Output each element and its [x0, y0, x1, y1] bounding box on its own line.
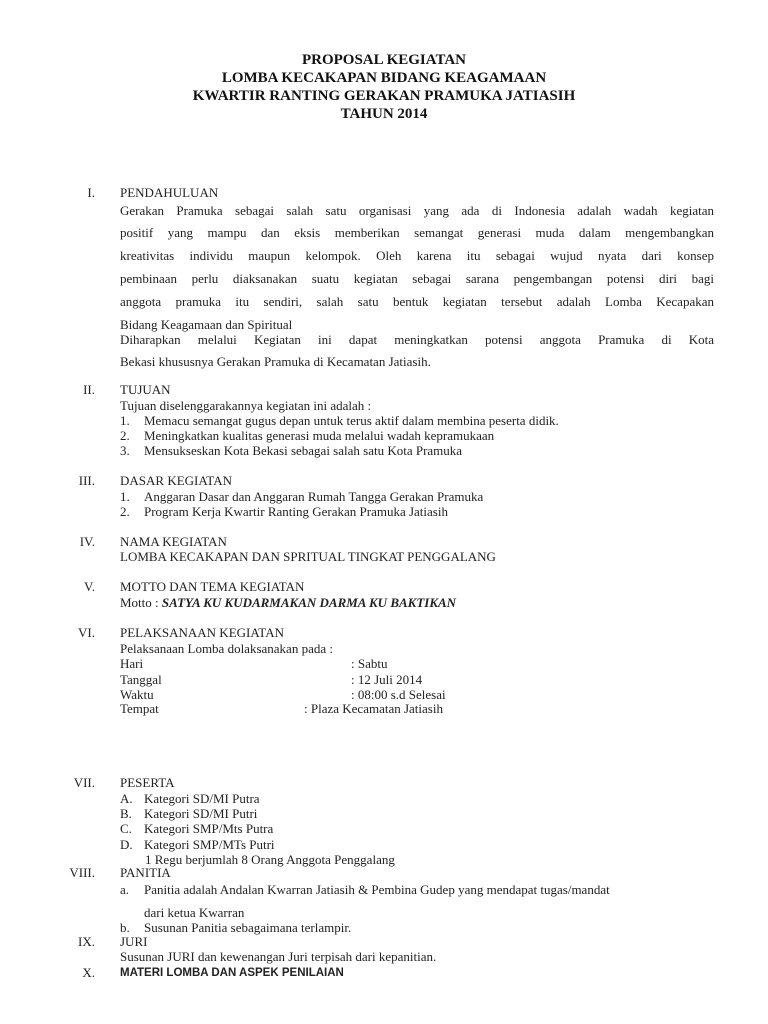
section-heading: PELAKSANAAN KEGIATAN: [120, 625, 284, 640]
section-number: VIII.: [69, 865, 95, 880]
section-heading: MOTTO DAN TEMA KEGIATAN: [120, 579, 305, 594]
paragraph-line: Diharapkan melalui Kegiatan ini dapat meningkatkan potensi anggota Pramuka di Kota: [120, 332, 714, 347]
list-number: D.: [120, 837, 133, 852]
section-number: I.: [87, 185, 95, 200]
section-text: Susunan JURI dan kewenangan Juri terpisah dari kepanitian.: [120, 949, 437, 964]
section-heading: PESERTA: [120, 775, 175, 790]
section-number: II.: [83, 382, 95, 397]
list-number: 2.: [120, 428, 130, 443]
section-number: III.: [78, 473, 95, 488]
section-intro: Tujuan diselenggarakannya kegiatan ini adalah :: [120, 398, 372, 413]
list-item: [120, 920, 351, 936]
schedule-label: Waktu: [120, 687, 154, 702]
list-text: Mensukseskan Kota Bekasi sebagai salah satu Kota Pramuka: [144, 443, 463, 458]
section-heading: NAMA KEGIATAN: [120, 534, 227, 549]
list-text-continued: dari ketua Kwarran: [144, 905, 245, 920]
list-text: Kategori SD/MI Putri: [144, 806, 258, 821]
schedule-label: Tanggal: [120, 672, 162, 687]
section-intro: Pelaksanaan Lomba dolaksanakan pada :: [120, 641, 333, 656]
section-heading: PANITIA: [120, 865, 171, 880]
list-item: [120, 806, 257, 822]
list-item: [120, 791, 260, 807]
list-number: A.: [120, 791, 133, 806]
section-number: IV.: [79, 534, 95, 549]
list-item: [120, 428, 494, 444]
list-number: a.: [120, 882, 130, 897]
section-number: IX.: [78, 934, 95, 949]
motto-text: SATYA KU KUDARMAKAN DARMA KU BAKTIKAN: [161, 595, 457, 610]
list-item: [120, 489, 483, 505]
paragraph-line: Bekasi khususnya Gerakan Pramuka di Kecamatan Jatiasih.: [120, 354, 431, 369]
schedule-value: : Plaza Kecamatan Jatiasih: [304, 701, 443, 716]
section-number: X.: [82, 965, 95, 980]
list-text: Program Kerja Kwartir Ranting Gerakan Pramuka Jatiasih: [144, 504, 448, 519]
activity-name: LOMBA KECAKAPAN DAN SPRITUAL TINGKAT PENGGALANG: [120, 549, 496, 564]
paragraph-line: pembinaan perlu diaksanakan suatu kegiatan sebagai sarana pengembangan potensi diri bagi: [120, 271, 714, 286]
list-text: Kategori SD/MI Putra: [144, 791, 260, 806]
paragraph-line: Gerakan Pramuka sebagai salah satu organisasi yang ada di Indonesia adalah wadah kegiatan: [120, 203, 714, 218]
schedule-label: Tempat: [120, 701, 159, 716]
doc-title: TAHUN 2014: [340, 106, 428, 122]
list-number: 1.: [120, 413, 130, 428]
list-text: Susunan Panitia sebagaimana terlampir.: [144, 920, 352, 935]
section-number: V.: [84, 579, 95, 594]
list-text: Kategori SMP/MTs Putri: [144, 837, 275, 852]
section-heading: DASAR KEGIATAN: [120, 473, 232, 488]
doc-title: LOMBA KECAKAPAN BIDANG KEAGAMAAN: [221, 70, 547, 86]
section-number: VII.: [73, 775, 95, 790]
list-number: B.: [120, 806, 132, 821]
doc-title: KWARTIR RANTING GERAKAN PRAMUKA JATIASIH: [192, 88, 576, 104]
paragraph-line: anggota pramuka itu sendiri, salah satu bentuk kegiatan tersebut adalah Lomba Kecapakan: [120, 294, 714, 309]
section-heading: PENDAHULUAN: [120, 185, 219, 200]
list-item: [120, 443, 462, 459]
list-text: Anggaran Dasar dan Anggaran Rumah Tangga Gerakan Pramuka: [144, 489, 484, 504]
motto-label: Motto :: [120, 595, 159, 610]
list-item: [120, 882, 610, 898]
list-number: 3.: [120, 443, 130, 458]
list-text: Kategori SMP/Mts Putra: [144, 821, 274, 836]
list-text: Meningkatkan kualitas generasi muda melalui wadah kepramukaan: [144, 428, 495, 443]
list-text: Panitia adalah Andalan Kwarran Jatiasih & Pembina Gudep yang mendapat tugas/mandat: [144, 882, 610, 897]
participant-note: 1 Regu berjumlah 8 Orang Anggota Penggalang: [145, 852, 395, 867]
schedule-value: : 08:00 s.d Selesai: [351, 687, 446, 702]
list-number: 1.: [120, 489, 130, 504]
list-number: 2.: [120, 504, 130, 519]
section-heading: JURI: [120, 934, 148, 949]
list-item: [120, 504, 448, 520]
doc-title: PROPOSAL KEGIATAN: [301, 52, 467, 68]
list-item: [120, 837, 275, 853]
paragraph-line: kreativitas individu maupun kelompok. Oleh karena itu sebagai wujud nyata dari konsep: [120, 248, 714, 263]
section-number: VI.: [78, 625, 95, 640]
list-number: C.: [120, 821, 132, 836]
schedule-value: : 12 Juli 2014: [351, 672, 423, 687]
motto-line: [120, 595, 456, 611]
paragraph-line: Bidang Keagamaan dan Spiritual: [120, 317, 293, 332]
schedule-label: Hari: [120, 656, 144, 671]
section-heading: TUJUAN: [120, 382, 171, 397]
list-item: [120, 413, 559, 429]
list-number: b.: [120, 920, 130, 935]
section-heading: MATERI LOMBA DAN ASPEK PENILAIAN: [120, 967, 344, 979]
schedule-value: : Sabtu: [351, 656, 388, 671]
list-text: Memacu semangat gugus depan untuk terus aktif dalam membina peserta didik.: [144, 413, 559, 428]
paragraph-line: positif yang mampu dan eksis memberikan semangat generasi muda dalam mengembangkan: [120, 225, 714, 240]
list-item: [120, 821, 273, 837]
